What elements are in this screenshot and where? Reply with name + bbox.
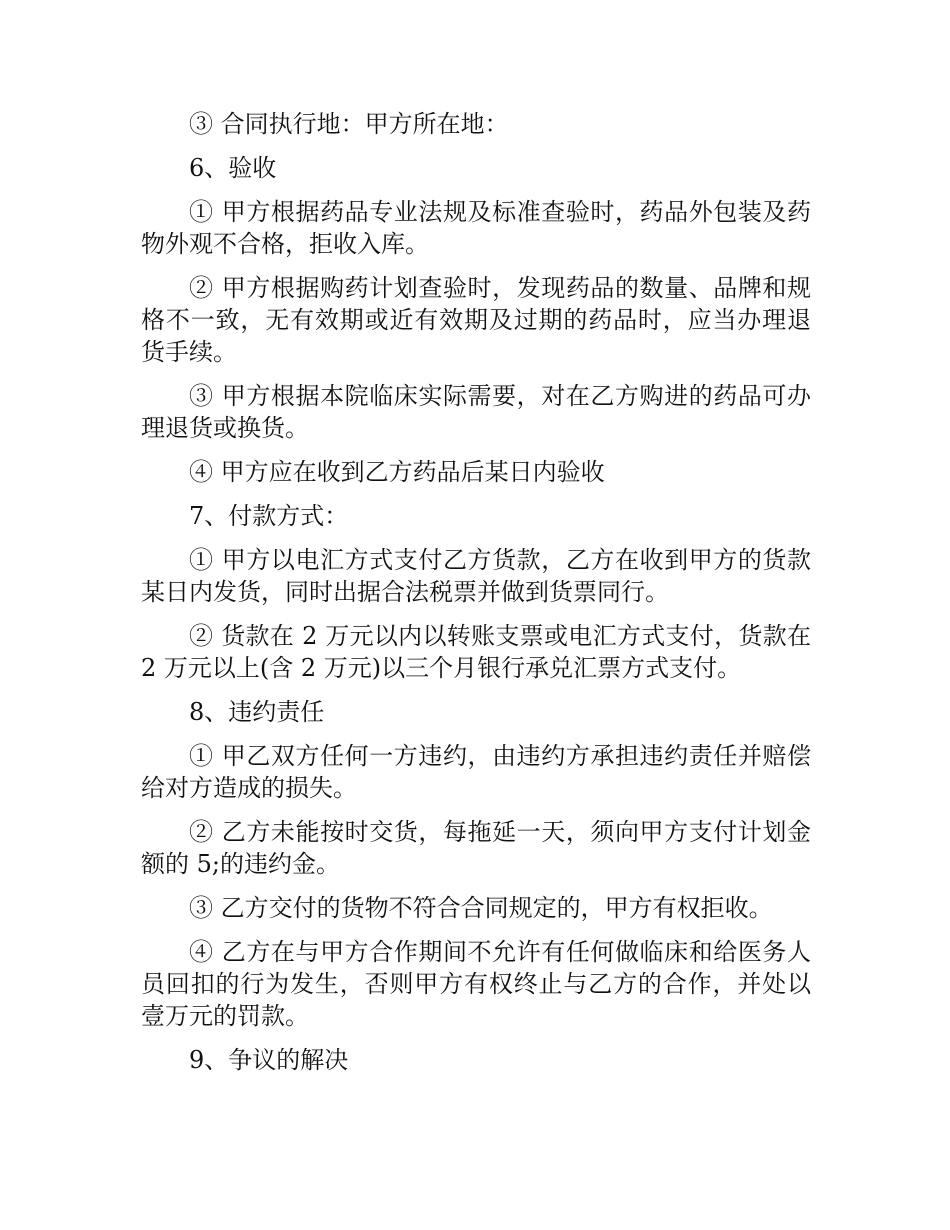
clause-acceptance-3: ③ 甲方根据本院临床实际需要，对在乙方购进的药品可办理退货或换货。	[141, 382, 811, 442]
clause-acceptance-4: ④ 甲方应在收到乙方药品后某日内验收	[189, 458, 605, 486]
clause-3-execution-place: ③ 合同执行地：甲方所在地：	[189, 110, 509, 138]
clause-payment-1: ① 甲方以电汇方式支付乙方货款，乙方在收到甲方的货款某日内发货，同时出据合法税票并做到货票同行。	[141, 546, 811, 606]
clause-payment-2: ② 货款在 2 万元以内以转账支票或电汇方式支付，货款在 2 万元以上(含 2 万元)以三个月银行承兑汇票方式支付。	[141, 622, 811, 682]
clause-acceptance-2: ② 甲方根据购药计划查验时，发现药品的数量、品牌和规格不一致，无有效期或近有效期及过期的药品时，应当办理退货手续。	[141, 274, 811, 366]
clause-liability-4: ④ 乙方在与甲方合作期间不允许有任何做临床和给医务人员回扣的行为发生，否则甲方有权终止与乙方的合作，并处以壹万元的罚款。	[141, 938, 811, 1030]
clause-liability-3: ③ 乙方交付的货物不符合合同规定的，甲方有权拒收。	[189, 894, 773, 922]
section-heading-acceptance: 6、验收	[189, 154, 277, 182]
clause-liability-1: ① 甲乙双方任何一方违约，由违约方承担违约责任并赔偿给对方造成的损失。	[141, 742, 811, 802]
section-heading-dispute: 9、争议的解决	[189, 1046, 349, 1074]
section-heading-payment: 7、付款方式：	[189, 502, 349, 530]
document-body	[141, 108, 811, 1088]
clause-acceptance-1: ① 甲方根据药品专业法规及标准查验时，药品外包装及药物外观不合格，拒收入库。	[141, 198, 811, 258]
section-heading-liability: 8、违约责任	[189, 698, 325, 726]
clause-liability-2: ② 乙方未能按时交货，每拖延一天，须向甲方支付计划金额的 5;的违约金。	[141, 818, 811, 878]
